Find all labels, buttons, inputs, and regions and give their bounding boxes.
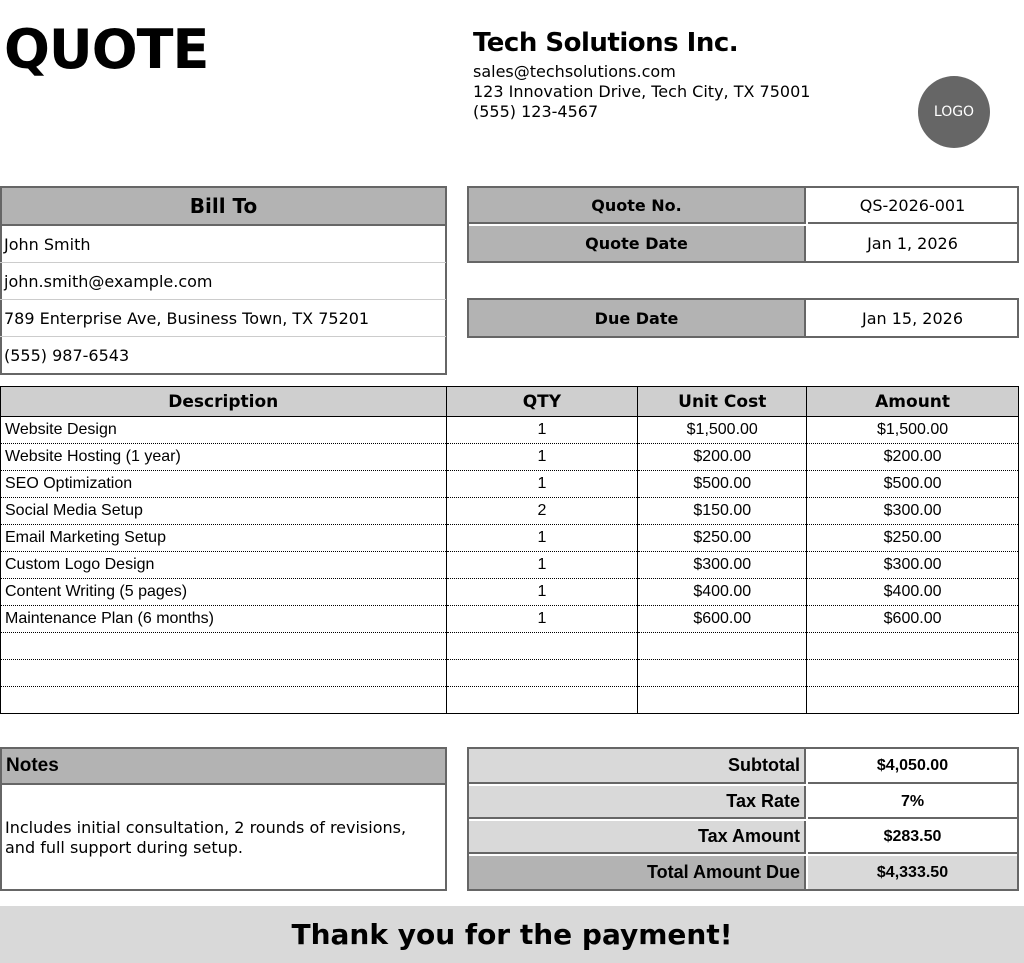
item-amount: $1,500.00 xyxy=(807,417,1019,444)
item-amount: $200.00 xyxy=(807,444,1019,471)
item-unit-cost: $1,500.00 xyxy=(638,417,807,444)
bill-to-address: 789 Enterprise Ave, Business Town, TX 75201 xyxy=(0,300,446,337)
item-qty: 1 xyxy=(446,579,638,606)
quote-no-value: QS-2026-001 xyxy=(808,188,1017,224)
bill-to-header: Bill To xyxy=(0,186,447,226)
item-unit-cost xyxy=(638,633,807,660)
company-phone: (555) 123-4567 xyxy=(473,102,599,121)
header-amount: Amount xyxy=(807,387,1019,417)
item-amount: $400.00 xyxy=(807,579,1019,606)
header-unit-cost: Unit Cost xyxy=(638,387,807,417)
item-description xyxy=(1,687,447,714)
item-qty xyxy=(446,687,638,714)
item-amount: $250.00 xyxy=(807,525,1019,552)
item-description xyxy=(1,660,447,687)
item-unit-cost: $250.00 xyxy=(638,525,807,552)
notes-text: Includes initial consultation, 2 rounds of revisions, and full support during setup. xyxy=(5,818,407,857)
item-description: Maintenance Plan (6 months) xyxy=(1,606,447,633)
document-title: QUOTE xyxy=(4,18,209,81)
tax-rate-value: 7% xyxy=(808,786,1017,819)
table-row xyxy=(1,471,1019,498)
bill-to-phone: (555) 987-6543 xyxy=(4,346,130,365)
item-description: Content Writing (5 pages) xyxy=(1,579,447,606)
item-amount: $600.00 xyxy=(807,606,1019,633)
item-qty: 1 xyxy=(446,525,638,552)
table-row xyxy=(1,552,1019,579)
table-row xyxy=(1,606,1019,633)
company-name: Tech Solutions Inc. xyxy=(473,28,739,58)
company-address: 123 Innovation Drive, Tech City, TX 75001 xyxy=(473,82,811,101)
total-due-value: $4,333.50 xyxy=(808,856,1017,889)
table-row xyxy=(1,417,1019,444)
item-qty: 1 xyxy=(446,444,638,471)
item-description: SEO Optimization xyxy=(1,471,447,498)
item-amount xyxy=(807,687,1019,714)
subtotal-value: $4,050.00 xyxy=(808,749,1017,784)
table-row xyxy=(1,444,1019,471)
item-amount: $500.00 xyxy=(807,471,1019,498)
quote-date-value: Jan 1, 2026 xyxy=(867,234,958,253)
item-unit-cost: $300.00 xyxy=(638,552,807,579)
quote-date-label: Quote Date xyxy=(469,226,806,261)
item-amount: $300.00 xyxy=(807,498,1019,525)
item-qty: 1 xyxy=(446,606,638,633)
due-date-value: Jan 15, 2026 xyxy=(862,308,963,328)
item-qty xyxy=(446,633,638,660)
tax-amount-label: Tax Amount xyxy=(469,821,806,854)
item-amount: $300.00 xyxy=(807,552,1019,579)
table-row-empty xyxy=(1,687,1019,714)
tax-rate-label: Tax Rate xyxy=(469,786,806,819)
item-amount xyxy=(807,633,1019,660)
header-description: Description xyxy=(1,387,447,417)
item-unit-cost xyxy=(638,660,807,687)
item-description: Social Media Setup xyxy=(1,498,447,525)
table-row-empty xyxy=(1,633,1019,660)
item-qty: 2 xyxy=(446,498,638,525)
item-unit-cost xyxy=(638,687,807,714)
item-unit-cost: $200.00 xyxy=(638,444,807,471)
item-description xyxy=(1,633,447,660)
item-description: Custom Logo Design xyxy=(1,552,447,579)
item-qty: 1 xyxy=(446,471,638,498)
table-row xyxy=(1,498,1019,525)
item-unit-cost: $150.00 xyxy=(638,498,807,525)
item-qty xyxy=(446,660,638,687)
bill-to-name: John Smith xyxy=(0,226,446,263)
item-description: Email Marketing Setup xyxy=(1,525,447,552)
item-qty: 1 xyxy=(446,417,638,444)
table-row-empty xyxy=(1,660,1019,687)
item-unit-cost: $600.00 xyxy=(638,606,807,633)
line-items-table xyxy=(0,386,1019,714)
tax-amount-value: $283.50 xyxy=(808,821,1017,854)
header-qty: QTY xyxy=(446,387,638,417)
company-email: sales@techsolutions.com xyxy=(473,62,676,81)
table-header-row xyxy=(1,387,1019,417)
item-amount xyxy=(807,660,1019,687)
total-due-label: Total Amount Due xyxy=(469,856,806,889)
table-row xyxy=(1,525,1019,552)
notes-header: Notes xyxy=(0,747,447,785)
quote-no-label: Quote No. xyxy=(469,188,806,224)
subtotal-label: Subtotal xyxy=(469,749,806,784)
item-description: Website Hosting (1 year) xyxy=(1,444,447,471)
due-date-label: Due Date xyxy=(469,300,806,336)
table-row xyxy=(1,579,1019,606)
item-qty: 1 xyxy=(446,552,638,579)
thank-you-banner: Thank you for the payment! xyxy=(0,906,1024,963)
company-logo: LOGO xyxy=(918,76,990,148)
bill-to-email: john.smith@example.com xyxy=(0,263,446,300)
item-description: Website Design xyxy=(1,417,447,444)
item-unit-cost: $500.00 xyxy=(638,471,807,498)
item-unit-cost: $400.00 xyxy=(638,579,807,606)
